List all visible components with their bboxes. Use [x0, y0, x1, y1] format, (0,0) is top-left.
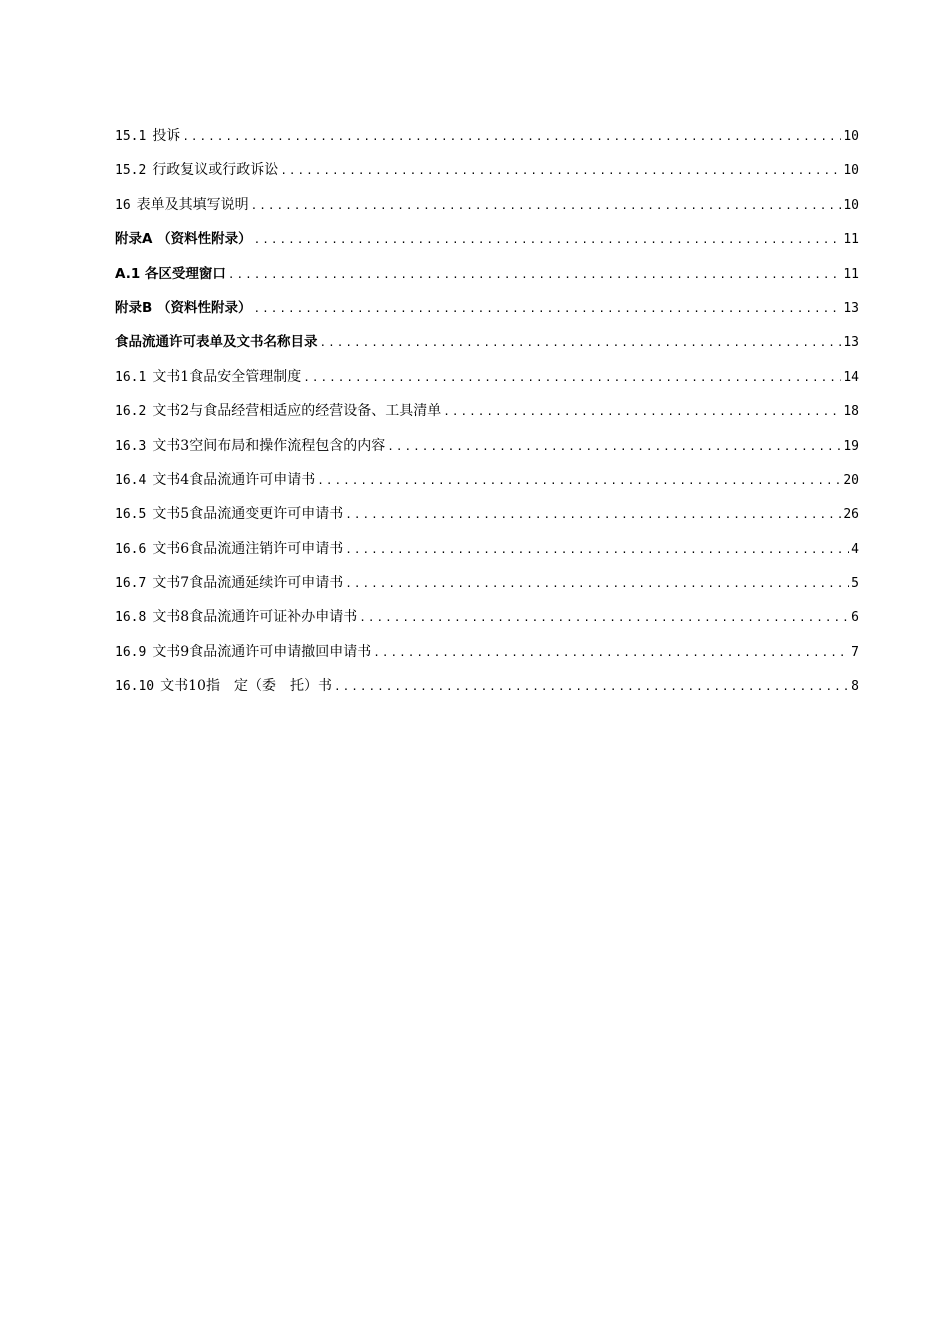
- toc-entry-number: 16.3: [115, 438, 147, 454]
- dot-leader: [345, 574, 849, 594]
- toc-entry-number: 16: [115, 197, 131, 213]
- toc-entry-number: 16.6: [115, 541, 147, 557]
- toc-entry-number: 16.2: [115, 404, 147, 420]
- dot-leader: [317, 471, 841, 491]
- toc-entry-title: 表单及其填写说明: [136, 196, 249, 213]
- toc-entry-16-6[interactable]: [115, 539, 859, 573]
- toc-entry-number: 16.8: [115, 610, 147, 626]
- toc-entry-title: 附录B （资料性附录）: [115, 299, 252, 316]
- toc-entry-page: 26: [843, 507, 859, 523]
- toc-entry-15-2[interactable]: [115, 160, 859, 194]
- toc-entry-page: 10: [843, 163, 859, 179]
- toc-entry-title: 文书8食品流通许可证补办申请书: [152, 609, 358, 626]
- toc-entry-title: 投诉: [152, 128, 181, 144]
- toc-entry-title: 文书6食品流通注销许可申请书: [152, 540, 344, 557]
- toc-entry-page: 10: [843, 129, 859, 144]
- toc-entry-title: 文书3空间布局和操作流程包含的内容: [152, 437, 386, 454]
- toc-entry-16-5[interactable]: [115, 504, 859, 538]
- toc-entry-page: 18: [843, 404, 859, 420]
- toc-entry-title: 附录A （资料性附录）: [115, 231, 252, 248]
- toc-entry-label: [115, 160, 278, 181]
- toc-entry-appendix-a[interactable]: [115, 229, 859, 263]
- toc-entry-number: 16.4: [115, 472, 147, 488]
- toc-entry-title: 文书4食品流通许可申请书: [152, 471, 316, 488]
- toc-entry-title: 文书1食品安全管理制度: [152, 368, 302, 385]
- dot-leader: [345, 505, 841, 525]
- dot-leader: [320, 333, 842, 353]
- dot-leader: [334, 677, 849, 697]
- dot-leader: [359, 608, 849, 628]
- toc-entry-16-1[interactable]: [115, 367, 859, 401]
- dot-leader: [443, 402, 841, 422]
- toc-entry-16-8[interactable]: [115, 607, 859, 641]
- toc-entry-number: 15.2: [115, 163, 147, 179]
- toc-entry-page: 10: [843, 197, 859, 213]
- toc-entry-page: 11: [843, 266, 859, 282]
- toc-entry-page: 6: [851, 610, 859, 626]
- toc-entry-a-1[interactable]: [115, 264, 859, 298]
- toc-entry-number: 16.10: [115, 679, 155, 695]
- toc-entry-page: 13: [843, 300, 859, 316]
- toc-entry-title: 文书7食品流通延续许可申请书: [152, 575, 344, 592]
- toc-entry-title: 文书10指 定（委 托）书: [160, 678, 332, 695]
- toc-entry-title: 文书9食品流通许可申请撤回申请书: [152, 643, 372, 660]
- toc-entry-label: [115, 539, 343, 560]
- toc-entry-page: 13: [843, 335, 859, 351]
- toc-entry-page: 7: [851, 644, 859, 660]
- toc-entry-title: 文书5食品流通变更许可申请书: [152, 506, 344, 523]
- toc-entry-label: [115, 504, 343, 525]
- toc-entry-15-1[interactable]: [115, 126, 859, 160]
- dot-leader: [303, 368, 841, 388]
- toc-entry-page: 5: [851, 576, 859, 592]
- toc-entry-number: 15.1: [115, 129, 147, 144]
- toc-entry-16-7[interactable]: [115, 573, 859, 607]
- toc-entry-label: [115, 126, 180, 147]
- toc-entry-label: [115, 573, 343, 594]
- toc-entry-16-9[interactable]: [115, 642, 859, 676]
- toc-entry-16-2[interactable]: [115, 401, 859, 435]
- toc-entry-label: [115, 195, 249, 216]
- dot-leader: [373, 643, 849, 663]
- dot-leader: [228, 265, 841, 285]
- toc-entry-page: 20: [843, 472, 859, 488]
- toc-entry-title: A.1 各区受理窗口: [115, 265, 226, 282]
- toc-entry-appendix-b[interactable]: [115, 298, 859, 332]
- toc-entry-title: 文书2与食品经营相适应的经营设备、工具清单: [152, 403, 442, 420]
- dot-leader: [251, 196, 842, 216]
- dot-leader: [182, 127, 841, 147]
- toc-entry-page: 11: [843, 232, 859, 248]
- toc-entry-label: [115, 642, 371, 663]
- dot-leader: [254, 230, 842, 250]
- toc-entry-label: [115, 470, 315, 491]
- toc-entry-label: [115, 367, 301, 388]
- toc-entry-title: 行政复议或行政诉讼: [152, 162, 279, 179]
- dot-leader: [280, 161, 841, 181]
- toc-entry-forms-catalog[interactable]: [115, 332, 859, 366]
- toc-entry-label: [115, 607, 357, 628]
- toc-entry-page: 4: [851, 541, 859, 557]
- toc-entry-page: 19: [843, 438, 859, 454]
- toc-entry-16-4[interactable]: [115, 470, 859, 504]
- toc-entry-number: 16.5: [115, 507, 147, 523]
- toc-entry-16-3[interactable]: [115, 436, 859, 470]
- toc-entry-page: 14: [843, 369, 859, 385]
- toc-entry-page: 8: [851, 679, 859, 695]
- toc-entry-16[interactable]: [115, 195, 859, 229]
- toc-entry-label: [115, 401, 441, 422]
- toc-entry-label: [115, 436, 385, 457]
- dot-leader: [345, 540, 849, 560]
- toc-entry-title: 食品流通许可表单及文书名称目录: [115, 334, 318, 351]
- toc-entry-label: [115, 676, 332, 697]
- toc-entry-number: 16.9: [115, 644, 147, 660]
- table-of-contents: [115, 126, 859, 711]
- dot-leader: [387, 437, 841, 457]
- toc-entry-number: 16.1: [115, 369, 147, 385]
- dot-leader: [254, 299, 842, 319]
- toc-entry-number: 16.7: [115, 576, 147, 592]
- toc-entry-16-10[interactable]: [115, 676, 859, 710]
